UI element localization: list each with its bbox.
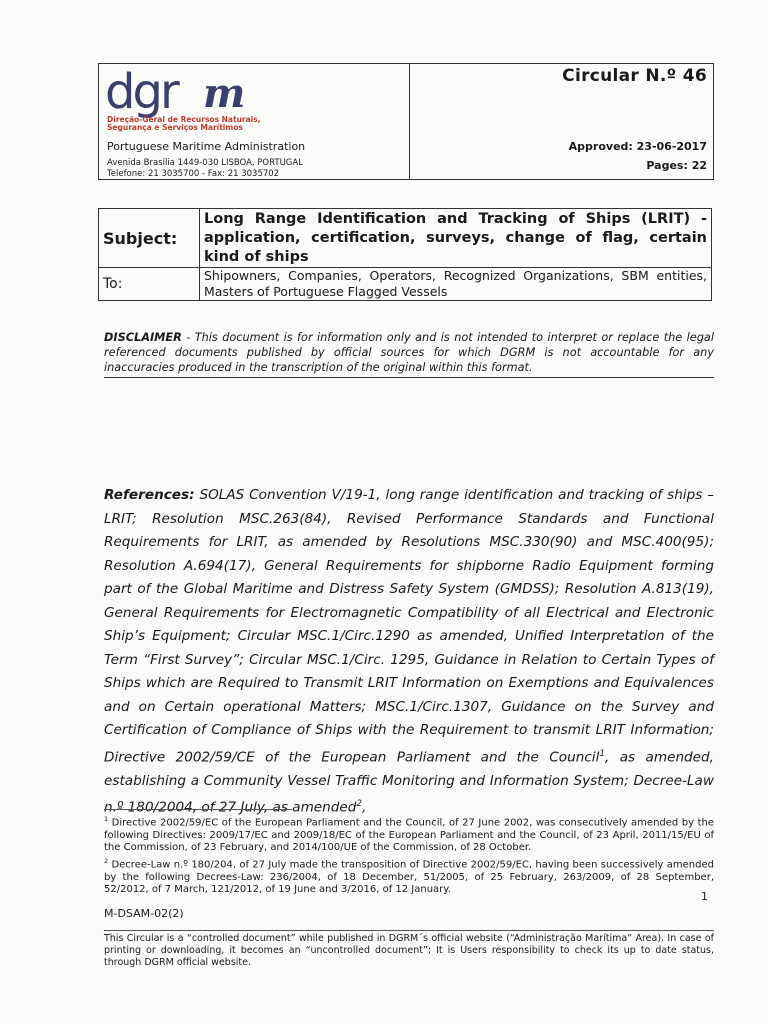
- page-count: Pages: 22: [646, 159, 707, 172]
- page-number: 1: [701, 890, 708, 903]
- references-paragraph: [104, 484, 714, 820]
- approved-date: Approved: 23-06-2017: [568, 140, 707, 153]
- org-name: Portuguese Maritime Administration: [107, 140, 306, 153]
- footnote-1: [104, 813, 714, 855]
- footnote-2-text: Decree-Law n.º 180/204, of 27 July made the transposition of Directive 2002/59/EC, having been successively amended by the following Decrees-Law: 236/2004, of 18 December, 51/2005, of 25 February, 263/2009, of 28 September, 52/2012, of 7 March, 121/2012, of 19 June and 3/2016, of 12 January.: [104, 859, 714, 896]
- logo-subtitle-line1: Direção-Geral de Recursos Naturais,: [107, 115, 261, 124]
- to-row: [99, 268, 712, 301]
- footnote-1-text: Directive 2002/59/EC of the European Parliament and the Council, of 27 June 2002, was consecutively amended by the following Directives: 2009/17/EC and 2009/18/EC of the European Parliament and the Council, of 23 April, 2011/15/EU of the Commission, of 23 February, and 2014/100/UE of the Commission, of 28 October.: [104, 817, 714, 854]
- references-label: References:: [104, 487, 195, 503]
- footnote-ref-2[interactable]: 2: [356, 799, 363, 810]
- footnote-divider: [104, 809, 292, 810]
- document-id: M-DSAM-02(2): [104, 907, 184, 920]
- circular-number: Circular N.º 46: [562, 66, 707, 86]
- footnote-2-mark: 2: [104, 856, 109, 865]
- references-text-2: , as amended, establishing a Community Vessel Traffic Monitoring and Information System; Decree-Law n.º 180/2004, of 27 July, as amended: [104, 749, 714, 816]
- footnote-2: [104, 855, 714, 897]
- address-line1: Avenida Brasília 1449-030 LISBOA, PORTUGAL: [107, 158, 303, 168]
- header-right: [410, 64, 713, 179]
- references-text-1: SOLAS Convention V/19-1, long range identification and tracking of ships – LRIT; Resolution MSC.263(84), Revised Performance Standards and Functional Requirements for LRIT, as amended by Resolutions MSC.330(90) and MSC.400(95); Resolution A.694(17), General Requirements for shipborne Radio Equipment forming part of the Global Maritime and Distress Safety System (GMDSS); Resolution A.813(19), General Requirements for Electromagnetic Compatibility of all Electrical and Electronic Ship’s Equipment; Circular MSC.1/Circ.1290 as amended, Unified Interpretation of the Term “First Survey”; Circular MSC.1/Circ. 1295, Guidance in Relation to Certain Types of Ships which are Required to Transmit LRIT Information on Exemptions and Equivalences and on Certain operational Matters; MSC.1/Circ.1307, Guidance on the Survey and Certification of Compliance of Ships with the Requirement to transmit LRIT Information; Directive 2002/59/CE of the European Parliament and the Council: [104, 487, 714, 766]
- footnote-ref-1[interactable]: 1: [599, 748, 605, 759]
- logo-subtitle-line2: Segurança e Serviços Marítimos: [107, 123, 243, 132]
- dgrm-logo-script: m: [203, 70, 242, 117]
- controlled-document-note: This Circular is a “controlled document” while published in DGRM´s official website (“Administração Marítima” Area). In case of printing or downloading, it becomes an “uncontrolled document”; It is Users responsibility to check its up to date status, through DGRM official website.: [104, 930, 714, 969]
- logo-subtitle: [107, 116, 261, 132]
- header-left: [99, 64, 410, 179]
- dgrm-logo-text: dgr: [105, 64, 177, 120]
- to-label: To:: [99, 268, 200, 301]
- disclaimer-text: - This document is for information only and is not intended to interpret or replace the legal referenced documents published by official sources for which DGRM is not accountable for any inaccuracies produced in the transcription of the original within this format.: [104, 331, 714, 374]
- subject-value: Long Range Identification and Tracking of Ships (LRIT) - application, certification, surveys, change of flag, certain kind of ships: [200, 209, 712, 268]
- subject-table: [98, 208, 712, 301]
- footnotes: [104, 813, 714, 897]
- disclaimer: [104, 330, 714, 378]
- footnote-1-mark: 1: [104, 815, 109, 823]
- subject-row: [99, 209, 712, 268]
- subject-label: Subject:: [99, 209, 200, 268]
- address-line2: Telefone: 21 3035700 - Fax: 21 3035702: [107, 169, 280, 179]
- org-address: [107, 158, 303, 180]
- references-text-3: ,: [362, 799, 367, 816]
- header-box: [98, 63, 714, 180]
- to-value: Shipowners, Companies, Operators, Recognized Organizations, SBM entities, Masters of Portuguese Flagged Vessels: [200, 268, 712, 301]
- disclaimer-label: DISCLAIMER: [104, 331, 182, 344]
